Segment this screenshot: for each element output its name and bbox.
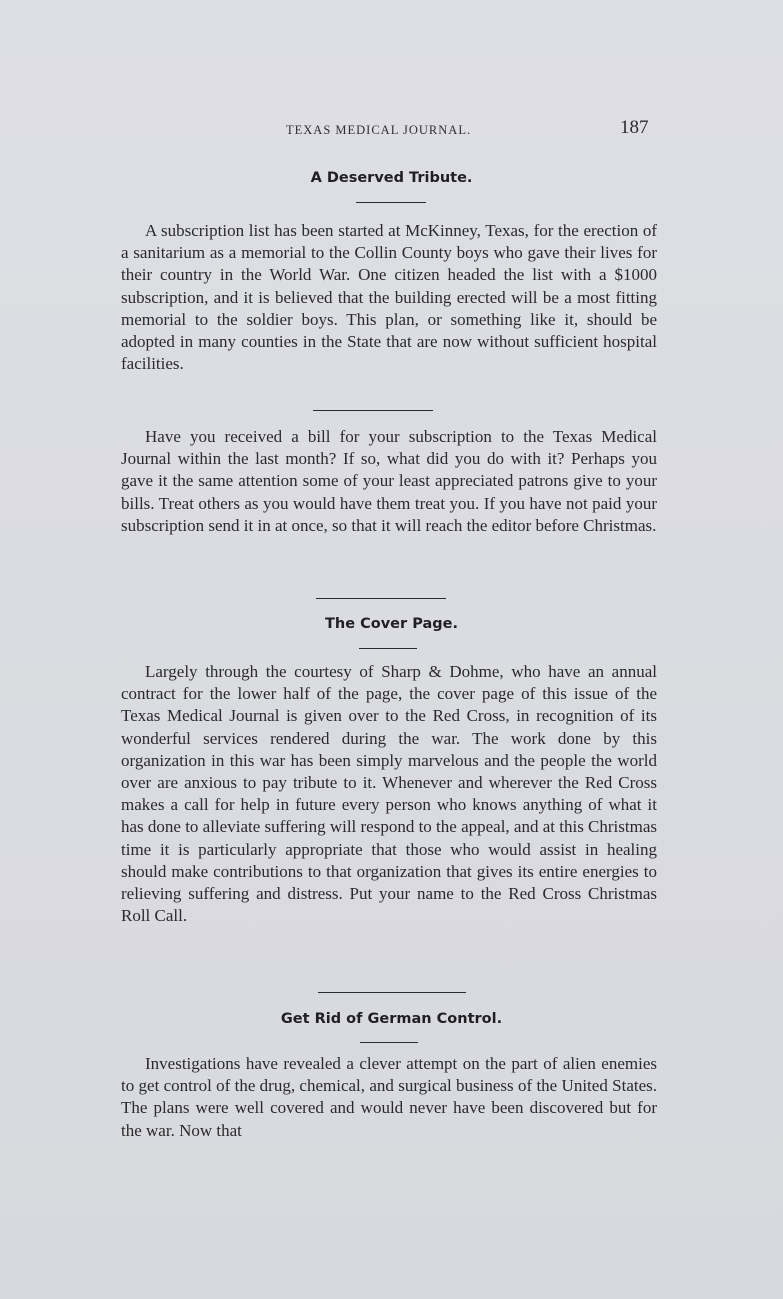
paragraph-deserved-tribute: A subscription list has been started at McKinney, Texas, for the erection of a sanitarium as a memorial to the Collin County boys who gave their lives for their country in the World War. One citizen headed the list with a $1000 subscription, and it is believed that the building erected will be a most fitting memorial to the soldier boys. This plan, or something like it, should be adopted in many counties in the State that are now without sufficient hospital facilities. — [121, 221, 657, 374]
paragraph-german-control: Investigations have revealed a clever attempt on the part of alien enemies to get control of the drug, chemical, and surgical business of the United States. The plans were well covered and would never have been discovered but for the war. Now that — [121, 1054, 657, 1140]
heading-deserved-tribute: A Deserved Tribute. — [310, 170, 473, 186]
running-header — [0, 117, 783, 141]
section-divider — [313, 410, 433, 411]
page-number: 187 — [620, 117, 649, 138]
paragraph-subscription-bill: Have you received a bill for your subscription to the Texas Medical Journal within the last month? If so, what did you do with it? Perhaps you gave it the same attention some of your least appreciated patrons give to your bills. Treat others as you would have them treat you. If you have not paid your subscription send it in at once, so that it will reach the editor before Christmas. — [121, 427, 657, 535]
section-divider — [318, 992, 466, 993]
section-divider — [316, 598, 446, 599]
short-rule — [356, 202, 426, 203]
journal-title: TEXAS MEDICAL JOURNAL. — [286, 123, 472, 137]
short-rule — [359, 648, 417, 649]
paragraph-cover-page: Largely through the courtesy of Sharp & Dohme, who have an annual contract for the lower half of the page, the cover page of this issue of the Texas Medical Journal is given over to the Red Cross, in recognition of its wonderful services rendered during the war. The work done by this organization in this war has been simply marvelous and the people the world over are anxious to pay tribute to it. Whenever and wherever the Red Cross makes a call for help in future every person who knows anything of what it has done to alleviate suffering will respond to the appeal, and at this Christmas time it is particularly appropriate that those who would assist in healing should make contributions to that organization that gives its entire energies to relieving suffering and distress. Put your name to the Red Cross Christmas Roll Call. — [121, 662, 658, 926]
heading-german-control: Get Rid of German Control. — [280, 1011, 503, 1027]
short-rule — [360, 1042, 418, 1043]
heading-cover-page: The Cover Page. — [325, 616, 458, 632]
